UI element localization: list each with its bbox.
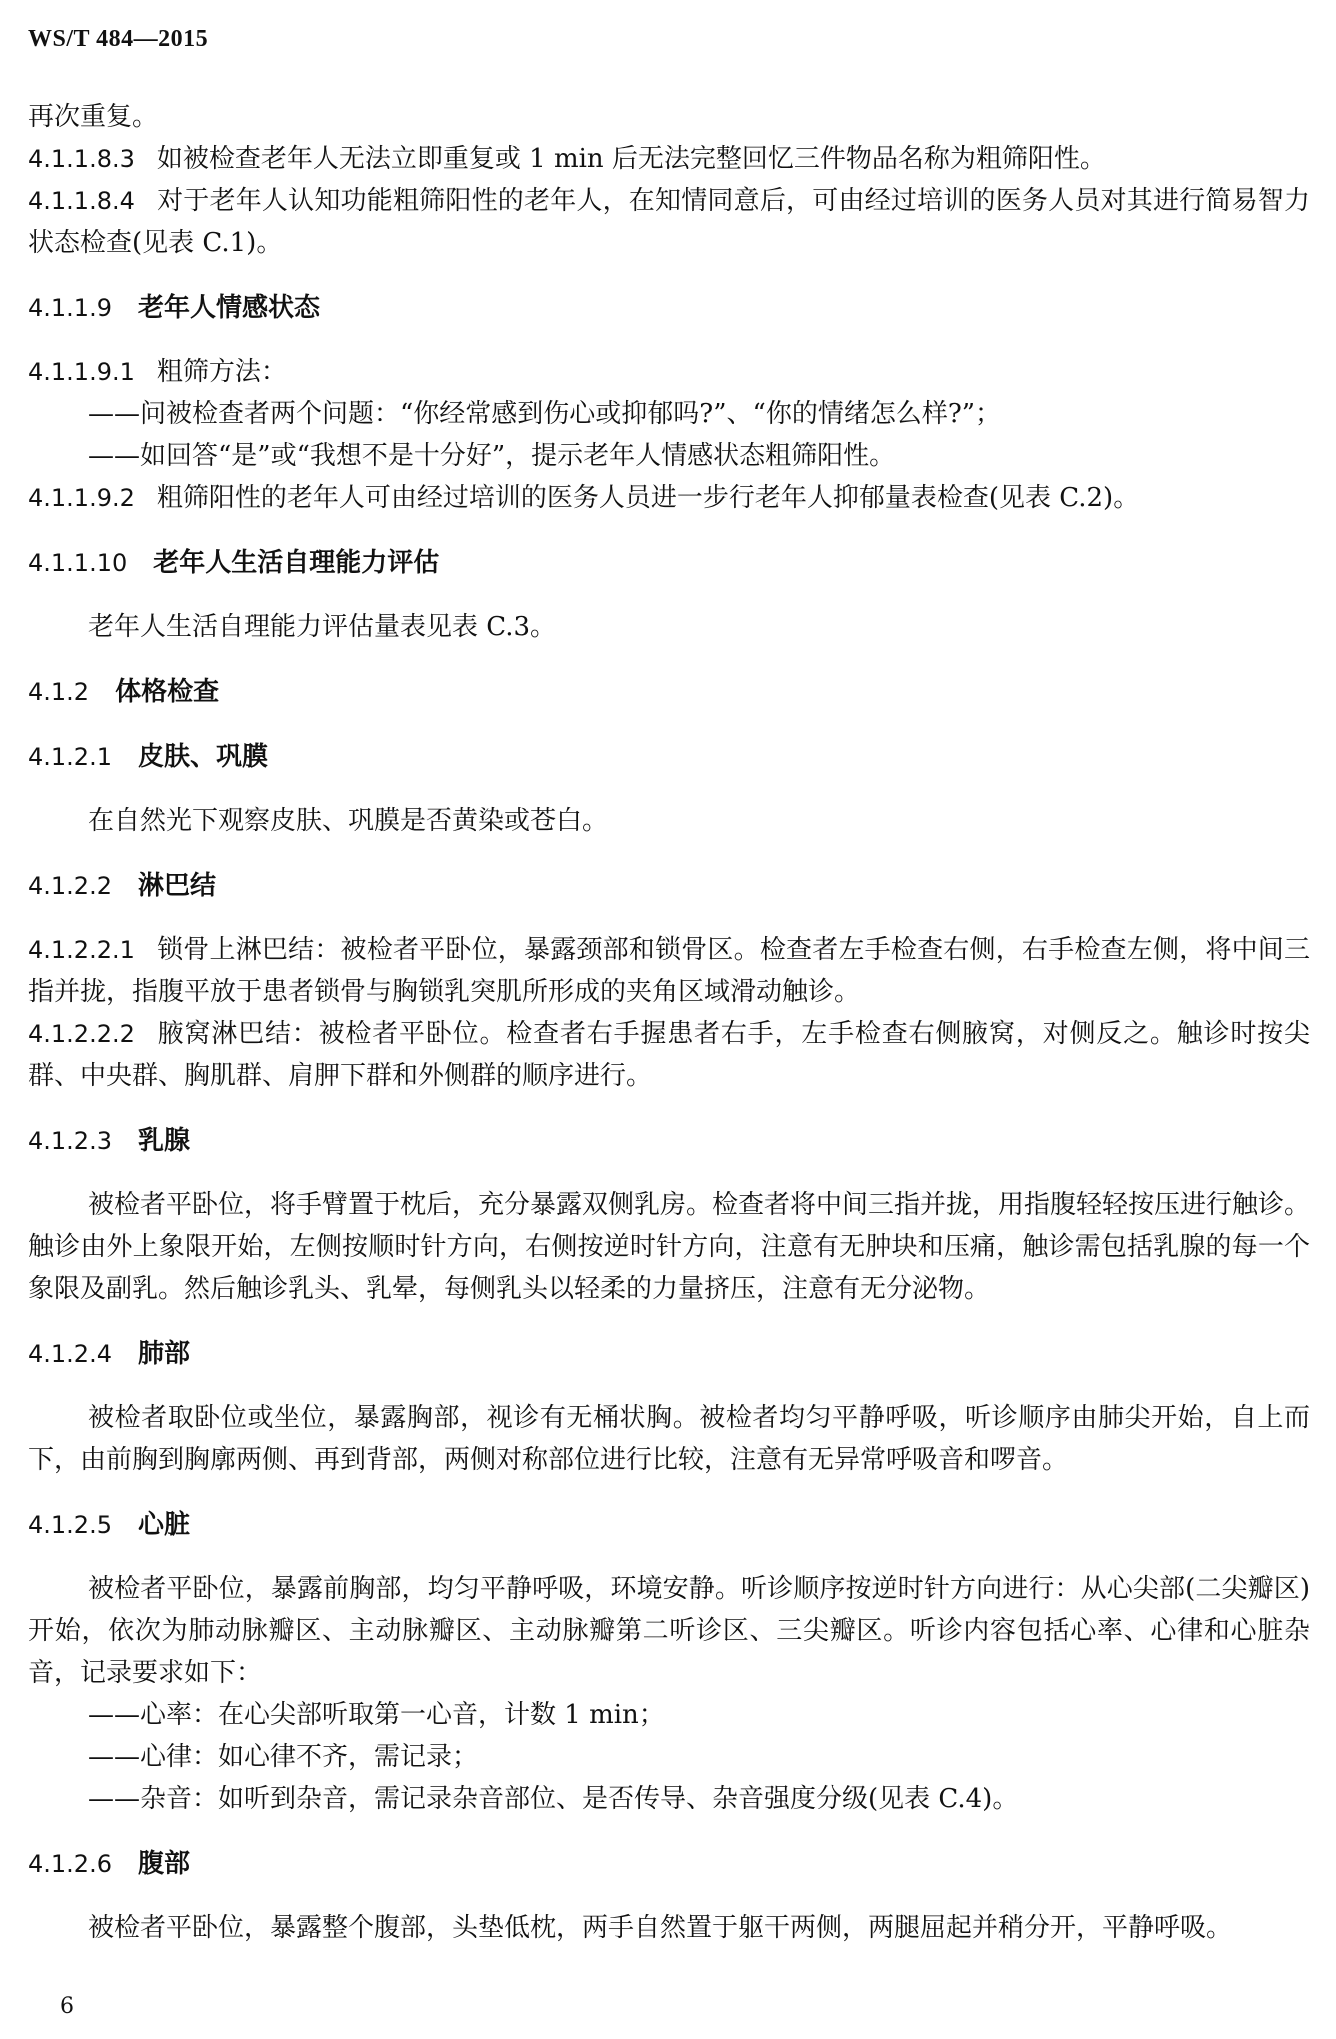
clause-text: 粗筛阳性的老年人可由经过培训的医务人员进一步行老年人抑郁量表检查(见表 C.2)。 (156, 483, 1140, 513)
dash-list-item (28, 393, 1310, 435)
body-paragraph (28, 1568, 1310, 1694)
clause-text: 粗筛方法： (156, 357, 287, 387)
clause-number: 4.1.2.3 (28, 1127, 112, 1155)
clause-text: ——心率：在心尖部听取第一心音，计数 1 min； (88, 1700, 665, 1730)
clause-text: 皮肤、巩膜 (137, 742, 268, 772)
clause-text: 被检者取卧位或坐位，暴露胸部，视诊有无桶状胸。被检者均匀平静呼吸，听诊顺序由肺尖开始，自上而下，由前胸到胸廓两侧、再到背部，两侧对称部位进行比较，注意有无异常呼吸音和啰音。 (28, 1403, 1310, 1475)
clause-number: 4.1.1.8.3 (28, 145, 135, 173)
section-heading (28, 542, 1310, 584)
clause-text: 老年人情感状态 (137, 293, 320, 323)
clause-text: ——问被检查者两个问题：“你经常感到伤心或抑郁吗?”、“你的情绪怎么样?”； (88, 399, 1002, 429)
body-paragraph (28, 606, 1310, 648)
body-paragraph (28, 1397, 1310, 1481)
dash-list-item (28, 435, 1310, 477)
clause-text: 腹部 (137, 1849, 190, 1879)
clause-text: 老年人生活自理能力评估量表见表 C.3。 (88, 612, 557, 642)
body-paragraph (28, 1907, 1310, 1949)
clause-text: 心脏 (137, 1510, 190, 1540)
section-heading (28, 1120, 1310, 1162)
clause-number: 4.1.2.4 (28, 1340, 112, 1368)
clause-number: 4.1.1.8.4 (28, 187, 135, 215)
clause-text: 被检者平卧位，将手臂置于枕后，充分暴露双侧乳房。检查者将中间三指并拢，用指腹轻轻按压进行触诊。触诊由外上象限开始，左侧按顺时针方向，右侧按逆时针方向，注意有无肿块和压痛，触诊需包括乳腺的每一个象限及副乳。然后触诊乳头、乳晕，每侧乳头以轻柔的力量挤压，注意有无分泌物。 (28, 1190, 1311, 1304)
numbered-clause (28, 180, 1310, 264)
clause-number: 4.1.1.10 (28, 549, 128, 577)
clause-text: 淋巴结 (137, 871, 216, 901)
numbered-clause (28, 96, 1310, 138)
dash-list-item (28, 1694, 1310, 1736)
clause-text: 老年人生活自理能力评估 (153, 548, 440, 578)
document-body (28, 96, 1310, 1949)
clause-number: 4.1.1.9.1 (28, 358, 135, 386)
numbered-clause (28, 1013, 1310, 1097)
section-heading (28, 287, 1310, 329)
clause-number: 4.1.2.2.1 (28, 936, 135, 964)
body-paragraph (28, 800, 1310, 842)
clause-text: 对于老年人认知功能粗筛阳性的老年人，在知情同意后，可由经过培训的医务人员对其进行简易智力状态检查(见表 C.1)。 (28, 186, 1310, 258)
section-heading (28, 736, 1310, 778)
section-heading (28, 865, 1310, 907)
clause-text: 被检者平卧位，暴露前胸部，均匀平静呼吸，环境安静。听诊顺序按逆时针方向进行：从心尖部(二尖瓣区)开始，依次为肺动脉瓣区、主动脉瓣区、主动脉瓣第二听诊区、三尖瓣区。听诊内容包括心率、心律和心脏杂音，记录要求如下： (28, 1574, 1310, 1688)
numbered-clause (28, 929, 1310, 1013)
dash-list-item (28, 1736, 1310, 1778)
section-heading (28, 1333, 1310, 1375)
clause-text: 体格检查 (115, 677, 220, 707)
clause-text: 在自然光下观察皮肤、巩膜是否黄染或苍白。 (88, 806, 609, 836)
clause-text: 乳腺 (137, 1126, 190, 1156)
page-number: 6 (60, 1994, 74, 2019)
section-heading (28, 1504, 1310, 1546)
clause-number: 4.1.1.9.2 (28, 484, 135, 512)
section-heading (28, 1843, 1310, 1885)
numbered-clause (28, 138, 1310, 180)
clause-text: 肺部 (137, 1339, 190, 1369)
clause-number: 4.1.2.2.2 (28, 1020, 135, 1048)
clause-text: ——杂音：如听到杂音，需记录杂音部位、是否传导、杂音强度分级(见表 C.4)。 (88, 1784, 1019, 1814)
clause-text: ——如回答“是”或“我想不是十分好”，提示老年人情感状态粗筛阳性。 (88, 441, 896, 471)
dash-list-item (28, 1778, 1310, 1820)
clause-text: ——心律：如心律不齐，需记录； (88, 1742, 479, 1772)
clause-number: 4.1.2.2 (28, 872, 112, 900)
standard-header: WS/T 484—2015 (28, 26, 209, 52)
section-heading (28, 671, 1310, 713)
clause-text: 如被检查老年人无法立即重复或 1 min 后无法完整回忆三件物品名称为粗筛阳性。 (156, 144, 1106, 174)
numbered-clause (28, 351, 1310, 393)
clause-number: 4.1.1.9 (28, 294, 112, 322)
clause-text: 再次重复。 (28, 102, 159, 132)
clause-number: 4.1.2.6 (28, 1850, 112, 1878)
clause-number: 4.1.2.5 (28, 1511, 112, 1539)
clause-text: 腋窝淋巴结：被检者平卧位。检查者右手握患者右手，左手检查右侧腋窝，对侧反之。触诊时按尖群、中央群、胸肌群、肩胛下群和外侧群的顺序进行。 (28, 1019, 1310, 1091)
clause-text: 被检者平卧位，暴露整个腹部，头垫低枕，两手自然置于躯干两侧，两腿屈起并稍分开，平静呼吸。 (88, 1913, 1233, 1943)
clause-number: 4.1.2 (28, 678, 90, 706)
clause-number: 4.1.2.1 (28, 743, 112, 771)
numbered-clause (28, 477, 1310, 519)
clause-text: 锁骨上淋巴结：被检者平卧位，暴露颈部和锁骨区。检查者左手检查右侧，右手检查左侧，将中间三指并拢，指腹平放于患者锁骨与胸锁乳突肌所形成的夹角区域滑动触诊。 (28, 935, 1310, 1007)
body-paragraph (28, 1184, 1310, 1310)
